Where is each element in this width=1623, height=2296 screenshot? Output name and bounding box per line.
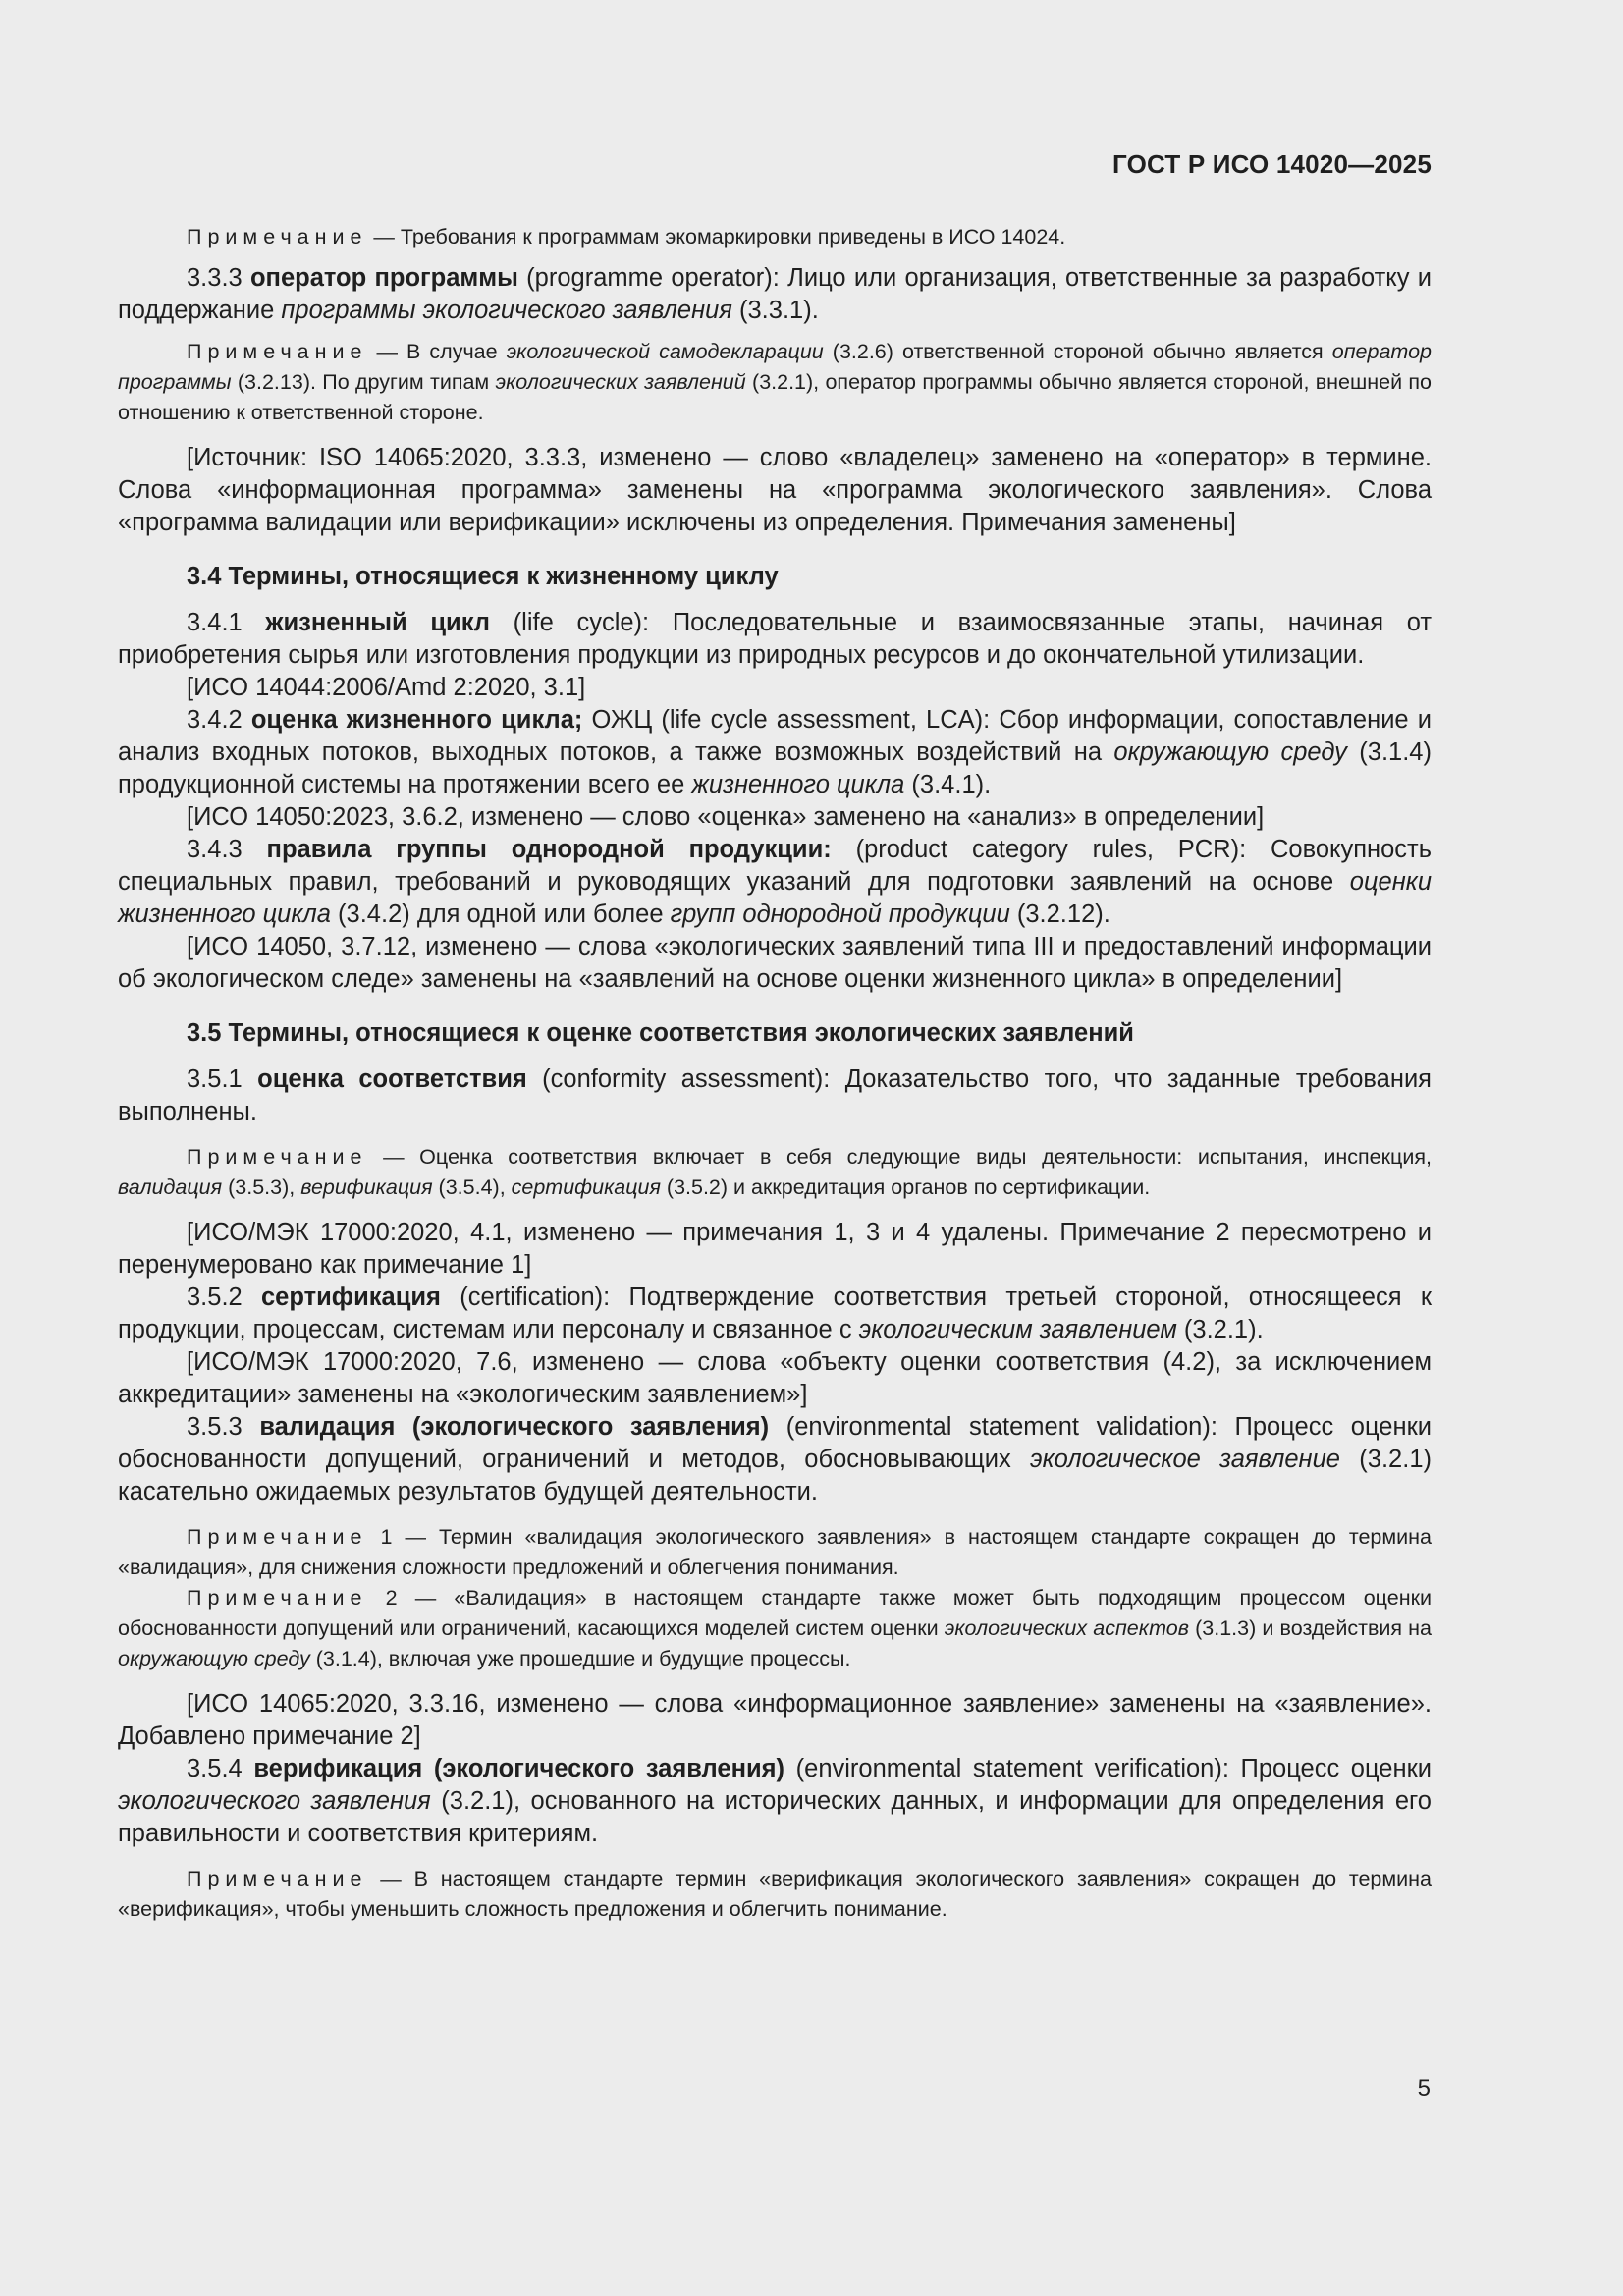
term-3-5-2: 3.5.2 сертификация (certification): Подтверждение соответствия третьей стороной, относящееся к продукции, процессам, системам или персоналу и связанное с экологическим заявлением (3.2.1). — [118, 1284, 1432, 1343]
term-name: оператор программы — [249, 264, 518, 292]
term-name: верификация (экологического заявления) — [253, 1755, 785, 1782]
note-label: Примечание — [187, 225, 368, 248]
term-3-4-1: 3.4.1 жизненный цикл (life cycle): Последовательные и взаимосвязанные этапы, начиная от приобретения сырья или изготовления продукции из природных ресурсов и до окончательной утилизации. — [118, 609, 1432, 669]
source-reference: [ИСО 14050, 3.7.12, изменено — слова «экологических заявлений типа III и предоставлений информации об экологическом следе» заменены на «заявлений на основе оценки жизненного цикла» в определении] — [118, 933, 1432, 993]
term-name: сертификация — [261, 1284, 441, 1311]
term-3-4-3: 3.4.3 правила группы однородной продукции: (product category rules, PCR): Совокупность специальных правил, требований и руководящих указаний для подготовки заявлений на основе оценки жизненного цикла (3.4.2) для одной или более групп однородной продукции (3.2.12). — [118, 836, 1432, 928]
term-name: оценка соответствия — [257, 1066, 527, 1093]
term-name: жизненный цикл — [265, 609, 490, 636]
page-body — [118, 222, 1432, 1925]
source-reference: [ИСО 14050:2023, 3.6.2, изменено — слово «оценка» заменено на «анализ» в определении] — [187, 803, 1265, 831]
source-reference: [ИСО 14065:2020, 3.3.16, изменено — слова «информационное заявление» заменены на «заявление». Добавлено примечание 2] — [118, 1690, 1432, 1750]
note-label: Примечание — [187, 1145, 368, 1169]
source-reference: [ИСО 14044:2006/Amd 2:2020, 3.1] — [187, 674, 586, 701]
note-programme-operator: Примечание — В случае экологической самодекларации (3.2.6) ответственной стороной обычно является оператор программы (3.2.13). По другим типам экологических заявлений (3.2.1), оператор программы обычно является стороной, внешней по отношению к ответственной стороне. — [118, 340, 1432, 424]
term-name: правила группы однородной продукции: — [266, 836, 832, 863]
term-3-3-3: 3.3.3 оператор программы (programme operator): Лицо или организация, ответственные за разработку и поддержание программы экологического заявления (3.3.1). — [118, 264, 1432, 324]
note-label: Примечание — [187, 1525, 368, 1549]
note-validation-2: Примечание 2 — «Валидация» в настоящем стандарте также может быть подходящим процессом оценки обоснованности допущений или ограничений, касающихся моделей систем оценки экологических аспектов (3.1.3) и воздействия на окружающую среду (3.1.4), включая уже прошедшие и будущие процессы. — [118, 1586, 1432, 1670]
note-label: Примечание — [187, 1586, 368, 1610]
page-number: 5 — [1417, 2075, 1431, 2102]
term-name: оценка жизненного цикла; — [250, 706, 583, 734]
term-3-5-4: 3.5.4 верификация (экологического заявления) (environmental statement verification): Процесс оценки экологического заявления (3.2.1), основанного на исторических данных, и информации для определения его правильности и соответствия критериям. — [118, 1755, 1432, 1847]
term-3-5-1: 3.5.1 оценка соответствия (conformity assessment): Доказательство того, что заданные требования выполнены. — [118, 1066, 1432, 1125]
note-label: Примечание — [187, 340, 368, 363]
source-reference: [ИСО/МЭК 17000:2020, 7.6, изменено — слова «объекту оценки соответствия (4.2), за исключением аккредитации» заменены на «экологическим заявлением»] — [118, 1348, 1432, 1408]
note-conformity-assessment: Примечание — Оценка соответствия включает в себя следующие виды деятельности: испытания, инспекция, валидация (3.5.3), верификация (3.5.4), сертификация (3.5.2) и аккредитация органов по сертификации. — [118, 1145, 1432, 1199]
term-name: валидация (экологического заявления) — [259, 1413, 770, 1441]
note-verification: Примечание — В настоящем стандарте термин «верификация экологического заявления» сокращен до термина «верификация», чтобы уменьшить сложность предложения и облегчить понимание. — [118, 1867, 1432, 1921]
section-heading-3-5: 3.5 Термины, относящиеся к оценке соответствия экологических заявлений — [187, 1019, 1134, 1047]
standard-code-header: ГОСТ Р ИСО 14020—2025 — [1111, 149, 1432, 179]
section-heading-3-4: 3.4 Термины, относящиеся к жизненному циклу — [187, 563, 779, 590]
note-ecolabel: Примечание — Требования к программам экомаркировки приведены в ИСО 14024. — [187, 225, 1066, 248]
term-3-4-2: 3.4.2 оценка жизненного цикла; ОЖЦ (life cycle assessment, LCA): Сбор информации, сопоставление и анализ входных потоков, выходных потоков, а также возможных воздействий на окружающую среду (3.1.4) продукционной системы на протяжении всего ее жизненного цикла (3.4.1). — [118, 706, 1432, 798]
source-reference: [ИСО/МЭК 17000:2020, 4.1, изменено — примечания 1, 3 и 4 удалены. Примечание 2 пересмотрено и перенумеровано как примечание 1] — [118, 1219, 1432, 1279]
source-reference: [Источник: ISO 14065:2020, 3.3.3, изменено — слово «владелец» заменено на «оператор» в термине. Слова «информационная программа» заменены на «программа экологического заявления». Слова «программа валидации или верификации» исключены из определения. Примечания заменены] — [118, 444, 1432, 536]
note-validation-1: Примечание 1 — Термин «валидация экологического заявления» в настоящем стандарте сокращен до термина «валидация», для снижения сложности предложений и облегчения понимания. — [118, 1525, 1432, 1579]
term-3-5-3: 3.5.3 валидация (экологического заявления) (environmental statement validation): Процесс оценки обоснованности допущений, ограничений и методов, обосновывающих экологическое заявление (3.2.1) касательно ожидаемых результатов будущей деятельности. — [118, 1413, 1432, 1505]
note-label: Примечание — [187, 1867, 368, 1890]
